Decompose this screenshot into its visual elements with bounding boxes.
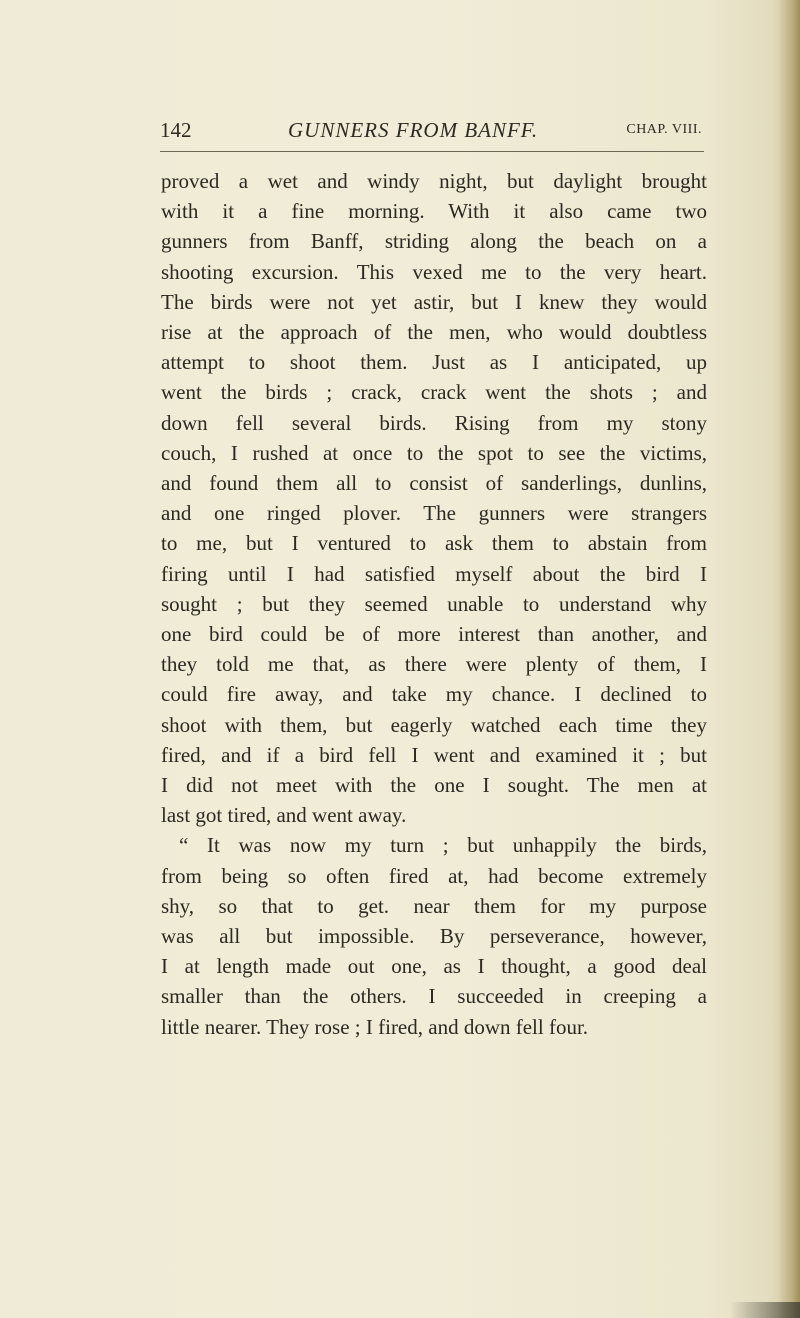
text-line: to me, but I ventured to ask them to abstain from xyxy=(161,531,707,556)
text-line: shy, so that to get. near them for my purpose xyxy=(161,893,707,918)
text-line: went the birds ; crack, crack went the shots ; and xyxy=(161,380,707,405)
text-line: and one ringed plover. The gunners were strangers xyxy=(161,501,707,526)
text-line: from being so often fired at, had become extremely xyxy=(161,863,707,888)
text-line: couch, I rushed at once to the spot to see the victims, xyxy=(161,440,707,465)
page-corner-smudge xyxy=(730,1302,800,1318)
text-line: The birds were not yet astir, but I knew they would xyxy=(161,289,707,314)
text-line: could fire away, and take my chance. I declined to xyxy=(161,682,707,707)
text-line: smaller than the others. I succeeded in creeping a xyxy=(161,984,707,1009)
text-line: firing until I had satisfied myself about the bird I xyxy=(161,561,707,586)
page-edge-shadow xyxy=(778,0,800,1318)
paragraph xyxy=(161,830,707,1041)
text-line: I at length made out one, as I thought, a good deal xyxy=(161,954,707,979)
text-line: “ It was now my turn ; but unhappily the birds, xyxy=(179,833,707,858)
text-line: shoot with them, but eagerly watched each time they xyxy=(161,712,707,737)
text-line: down fell several birds. Rising from my stony xyxy=(161,410,707,435)
page-number: 142 xyxy=(160,118,192,142)
running-title: GUNNERS FROM BANFF. xyxy=(288,118,539,142)
text-line: rise at the approach of the men, who would doubtless xyxy=(161,320,707,345)
body-text xyxy=(161,166,707,1042)
text-line: last got tired, and went away. xyxy=(161,803,407,828)
running-header xyxy=(160,118,706,152)
header-rule xyxy=(160,151,704,152)
text-line: attempt to shoot them. Just as I anticipated, up xyxy=(161,350,707,375)
text-line: little nearer. They rose ; I fired, and down fell four. xyxy=(161,1014,589,1039)
text-line: fired, and if a bird fell I went and examined it ; but xyxy=(161,742,707,767)
text-line: with it a fine morning. With it also came two xyxy=(161,199,707,224)
text-line: one bird could be of more interest than another, and xyxy=(161,622,707,647)
text-line: they told me that, as there were plenty of them, I xyxy=(161,652,707,677)
text-line: shooting excursion. This vexed me to the very heart. xyxy=(161,259,707,284)
paragraph xyxy=(161,166,707,830)
text-line: proved a wet and windy night, but daylight brought xyxy=(161,169,707,193)
text-line: and found them all to consist of sanderlings, dunlins, xyxy=(161,471,707,496)
chapter-label: CHAP. VIII. xyxy=(626,122,702,137)
text-line: sought ; but they seemed unable to understand why xyxy=(161,591,707,616)
text-line: was all but impossible. By perseverance, however, xyxy=(161,924,707,949)
text-line: gunners from Banff, striding along the beach on a xyxy=(161,229,707,254)
text-line: I did not meet with the one I sought. The men at xyxy=(161,773,707,798)
